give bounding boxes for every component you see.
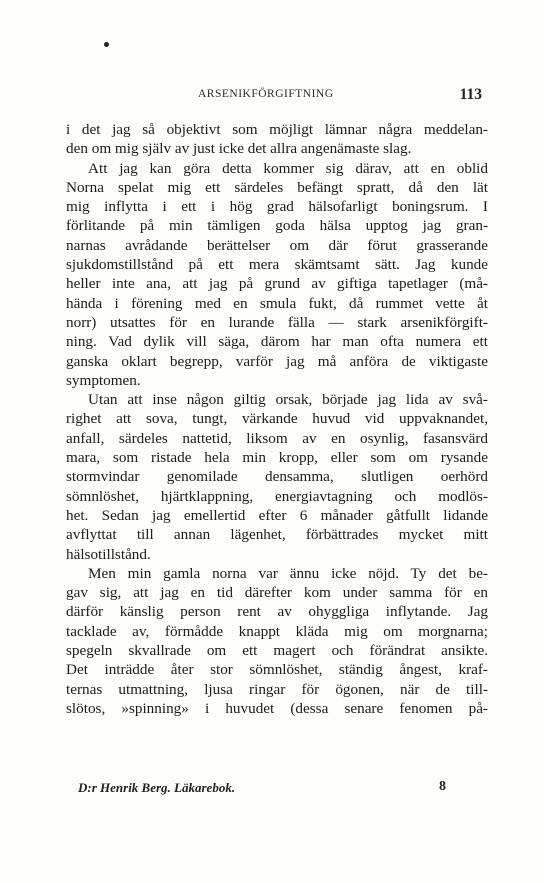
text-line: sömnlöshet, hjärtklappning, energiavtagning och modlös- bbox=[66, 487, 488, 505]
text-line: förlitande på min tämligen goda hälsa upptog jag gran- bbox=[66, 217, 488, 235]
text-line: Men min gamla norna var ännu icke nöjd. Ty det be- bbox=[88, 564, 488, 582]
text-line: symptomen. bbox=[66, 371, 141, 389]
text-line: i det jag så objektivt som möjligt lämnar några meddelan- bbox=[66, 121, 488, 138]
page-number: 113 bbox=[459, 86, 482, 103]
text-line: anfall, särdeles nattetid, liksom av en osynlig, fasansvärd bbox=[66, 429, 488, 447]
text-line: mig inflytta i ett i hög grad hälsofarligt boningsrum. I bbox=[66, 198, 488, 216]
text-line: righet att sova, tungt, värkande huvud vid uppvaknandet, bbox=[66, 410, 488, 428]
signature-mark: 8 bbox=[439, 779, 446, 794]
text-line: tacklade av, förmådde knappt kläda mig om morgnarna; bbox=[66, 622, 488, 640]
text-line: därför känslig person rent av ohyggliga inflytande. Jag bbox=[66, 603, 488, 621]
ink-speck bbox=[104, 42, 109, 47]
text-line: Norna spelat mig ett särdeles befängt spratt, då den lät bbox=[66, 178, 488, 196]
text-line: narnas avrådande berättelser om där förut grasserande bbox=[66, 236, 488, 254]
page-footer bbox=[78, 780, 478, 802]
running-title: ARSENIKFÖRGIFTNING bbox=[198, 88, 334, 100]
text-line: Att jag kan göra detta kommer sig därav, att en oblid bbox=[88, 159, 488, 177]
text-line: stormvindar genomilade densamma, slutligen oerhörd bbox=[66, 468, 488, 486]
text-line: Det inträdde åter stor sömnlöshet, ständig ångest, kraf- bbox=[66, 661, 488, 679]
text-line: den om mig själv av just icke det allra angenämaste slag. bbox=[66, 140, 412, 158]
text-line: spegeln skvallrade om ett magert och förändrat ansikte. bbox=[66, 642, 488, 660]
text-line: heller inte ana, att jag på grund av giftiga tapetlager (må- bbox=[66, 275, 488, 293]
text-line: hända i förening med en smula fukt, då rummet vette åt bbox=[66, 294, 488, 312]
text-line: gav sig, att jag en tid därefter kom under samma för en bbox=[66, 584, 488, 602]
text-line: hälsotillstånd. bbox=[66, 545, 151, 563]
text-line: avflyttat till annan lägenhet, förbättrades mycket mitt bbox=[66, 526, 488, 544]
text-line: mara, som ristade hela min kropp, eller som om rysande bbox=[66, 449, 488, 467]
text-line: slötos, »spinning» i huvudet (dessa senare fenomen på- bbox=[66, 699, 488, 717]
text-line: ganska oklart begrepp, varför jag må anföra de viktigaste bbox=[66, 352, 488, 370]
text-line: het. Sedan jag emellertid efter 6 månader gåtfullt lidande bbox=[66, 506, 488, 524]
body-text bbox=[66, 120, 488, 718]
text-line: ternas utmattning, ljusa ringar för ögonen, när de till- bbox=[66, 680, 488, 698]
text-line: Utan att inse någon giltig orsak, började jag lida av svå- bbox=[88, 391, 488, 409]
footer-author: D:r Henrik Berg. Läkarebok. bbox=[78, 780, 236, 795]
text-line: sjukdomstillstånd på ett mera skämtsamt sätt. Jag kunde bbox=[66, 256, 488, 274]
text-line: ning. Vad dylik vill säga, därom har man ofta numera ett bbox=[66, 333, 488, 351]
running-header bbox=[64, 86, 488, 106]
text-line: norr) utsattes för en lurande fälla — stark arsenikförgift- bbox=[66, 313, 488, 331]
